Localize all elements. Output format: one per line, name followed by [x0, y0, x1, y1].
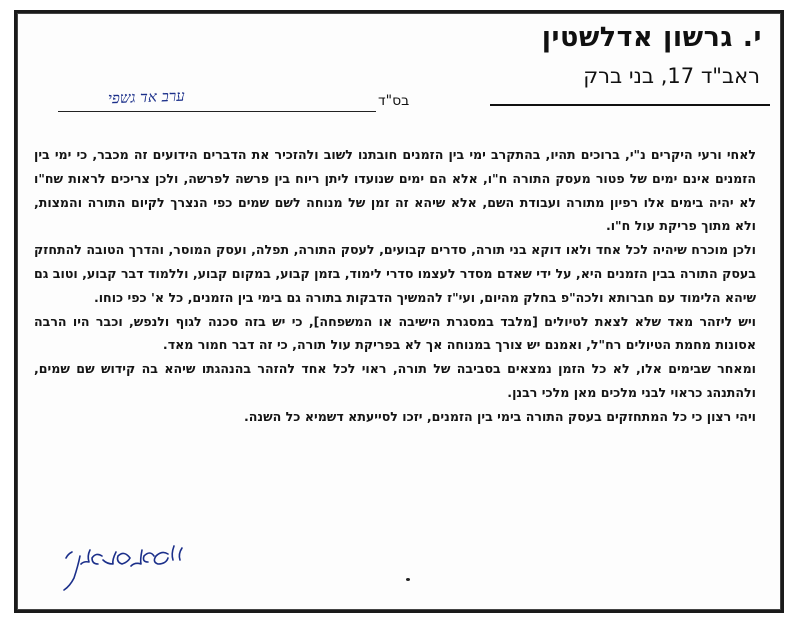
- date-underline: [58, 111, 376, 112]
- handwritten-signature: [46, 538, 196, 596]
- letter-paragraph: ויש ליזהר מאד שלא לצאת לטיולים [מלבד במסגרת הישיבה או המשפחה], כי יש בזה סכנה לגוף ולנפש, וכבר היו הרבה אסונות מחמת הטיולים רח"ל, ואמנם יש צורך במנוחה אך לא בפריקת עול תורה, כי זה דבר חמור מאד.: [34, 313, 756, 353]
- letter-body: [34, 143, 756, 429]
- letterhead-address: ראב"ד 17, בני ברק: [583, 64, 760, 88]
- bsd-mark: בס"ד: [378, 93, 410, 109]
- letter-paragraph: לאחי ורעי היקרים נ"י, ברוכים תהיו, בהתקרב ימי בין הזמנים חובתנו לשוב ולהזכיר את הדברים הידועים זה מכבר, כי ימי בין הזמנים אינם ימים של פטור מעסק התורה ח"ו, אלא הם ימים שנועדו ליתן ריוח בין פרשה לפרשה, ולכן צריכים לראות שח"ו לא יהיה בימים אלו רפיון מתורה ועבודת השם, אלא שיהא זה זמן של מנוחה לשם שמים כפי הנצרך לקיום התורה והמצות, ולא מתוך פריקת עול ח"ו.: [34, 147, 756, 234]
- letter-paragraph: ומאחר שבימים אלו, לא כל הזמן נמצאים בסביבה של תורה, ראוי לכל אחד להזהר בהנהגתו שיהא בה קידוש שם שמים, ולהתנהג כראוי לבני מלכים מאן מלכי רבנן.: [34, 361, 756, 400]
- letter-paragraph: ולכן מוכרח שיהיה לכל אחד ולאו דוקא בני תורה, סדרים קבועים, לעסק התורה, תפלה, ועסק המוסר, והדרך הטובה להתחזק בעסק התורה בבין הזמנים היא, על ידי שאדם מסדר לעצמו סדרי לימוד, בזמן קבוע, במקום קבוע, וללמוד דבר קבוע, וטוב גם שיהא הלימוד עם חברותא ולכה"פ בחלק מהיום, ועי"ז להמשיך הדבקות בתורה גם בימי בין הזמנים, כל א' כפי כוחו.: [34, 242, 756, 305]
- scan-speck: [406, 578, 410, 581]
- letter-paragraph: ויהי רצון כי כל המתחזקים בעסק התורה בימי בין הזמנים, יזכו לסייעתא דשמיא כל השנה.: [243, 408, 756, 424]
- handwritten-date: ערב אד גשפי: [107, 86, 186, 108]
- signature-drawing: [46, 538, 196, 596]
- letterhead-name: י. גרשון אדלשטין: [541, 22, 762, 53]
- letterhead-divider: [490, 104, 770, 106]
